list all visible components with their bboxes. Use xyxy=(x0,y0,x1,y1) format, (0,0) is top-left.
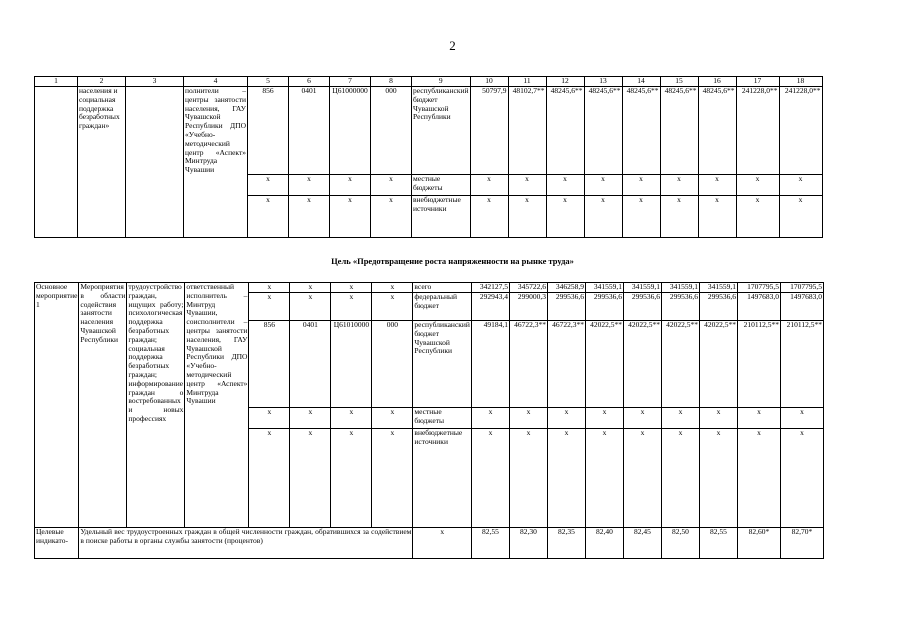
value-cell: x xyxy=(661,429,699,528)
section-code: x xyxy=(290,293,331,321)
value-cell: 50797,9 xyxy=(470,87,508,175)
value-cell: x xyxy=(736,175,779,196)
target-article: x xyxy=(331,408,372,429)
column-number: 1 xyxy=(35,77,78,87)
executors: полнители – центры занятости населения, ГАУ Чувашской Республики ДПО «Учебно-методический центр «Аспект» Минтруда Чувашии xyxy=(184,87,248,238)
indicator-text: Удельный вес трудоустроенных граждан в общей численности граждан, обратившихся за содействием в поиске работы в органы службы занятости (процентов) xyxy=(79,528,413,559)
column-number: 10 xyxy=(470,77,508,87)
executors: ответственный исполнитель – Минтруд Чувашии, соисполнители – центры занятости населения, ГАУ Чувашской Республики ДПО «Учебно-методический центр «Аспект» Минтруда Чувашии xyxy=(185,283,249,528)
value-cell: x xyxy=(622,196,660,238)
event-name: Мероприятия в области содействия занятости населения Чувашской Республики xyxy=(79,283,127,528)
value-cell: 210112,5** xyxy=(737,321,780,408)
funding-source: внебюджетные источники xyxy=(413,429,472,528)
value-cell: 210112,5** xyxy=(780,321,823,408)
grbs-code: x xyxy=(249,429,290,528)
value-cell: x xyxy=(699,408,737,429)
grbs-code: 856 xyxy=(249,321,290,408)
section-code: x xyxy=(289,175,330,196)
value-cell: 48245,6** xyxy=(698,87,736,175)
value-cell: 241228,0** xyxy=(736,87,779,175)
grbs-code: x xyxy=(249,283,290,293)
section-code: x xyxy=(289,196,330,238)
column-number: 17 xyxy=(736,77,779,87)
grbs-code: x xyxy=(249,408,290,429)
value-cell: x xyxy=(508,175,546,196)
column-number: 13 xyxy=(584,77,622,87)
section-code: 0401 xyxy=(289,87,330,175)
value-cell: 46722,3** xyxy=(509,321,547,408)
value-cell: 48245,6** xyxy=(546,87,584,175)
expense-type: x xyxy=(372,408,413,429)
indicator-value: 82,55 xyxy=(699,528,737,559)
indicator-value: 82,70* xyxy=(780,528,823,559)
value-cell: x xyxy=(547,429,585,528)
value-cell: x xyxy=(471,429,509,528)
value-cell: 299000,3 xyxy=(509,293,547,321)
value-cell: x xyxy=(623,429,661,528)
value-cell: x xyxy=(585,408,623,429)
expense-type: 000 xyxy=(372,321,413,408)
value-cell: x xyxy=(585,429,623,528)
column-number: 14 xyxy=(622,77,660,87)
value-cell: 49184,1 xyxy=(471,321,509,408)
value-cell: x xyxy=(623,408,661,429)
target-article: x xyxy=(331,293,372,321)
funding-source: всего xyxy=(413,283,472,293)
column-number: 15 xyxy=(660,77,698,87)
value-cell: 342127,5 xyxy=(471,283,509,293)
column-number: 18 xyxy=(779,77,822,87)
target-article: x xyxy=(331,429,372,528)
value-cell: x xyxy=(780,429,823,528)
expense-type: 000 xyxy=(371,87,412,175)
value-cell: x xyxy=(737,429,780,528)
value-cell: 1707795,5 xyxy=(737,283,780,293)
value-cell: x xyxy=(584,175,622,196)
column-number: 7 xyxy=(330,77,371,87)
program-table-part2 xyxy=(34,282,824,559)
column-number: 12 xyxy=(546,77,584,87)
value-cell: x xyxy=(470,175,508,196)
value-cell: 42022,5** xyxy=(699,321,737,408)
column-number: 2 xyxy=(78,77,126,87)
value-cell: 1497683,0 xyxy=(737,293,780,321)
value-cell: 341559,1 xyxy=(585,283,623,293)
value-cell: 341559,1 xyxy=(699,283,737,293)
section-code: 0401 xyxy=(290,321,331,408)
indicator-row xyxy=(35,528,824,559)
value-cell: x xyxy=(737,408,780,429)
value-cell: x xyxy=(547,408,585,429)
column-number: 9 xyxy=(412,77,471,87)
value-cell: x xyxy=(661,408,699,429)
section-code: x xyxy=(290,429,331,528)
indicator-value: 82,60* xyxy=(737,528,780,559)
value-cell: 346258,9 xyxy=(547,283,585,293)
value-cell: x xyxy=(660,196,698,238)
event-description: трудоустройство граждан, ищущих работу; психологическая поддержка безработных граждан; социальная поддержка безработных граждан; информирование граждан о востребованных и новых профессиях xyxy=(127,283,185,528)
column-number: 3 xyxy=(126,77,184,87)
indicator-value: 82,45 xyxy=(623,528,661,559)
indicator-value: 82,30 xyxy=(509,528,547,559)
value-cell: 48102,7** xyxy=(508,87,546,175)
funding-source: республиканский бюджет Чувашской Республики xyxy=(412,87,471,175)
value-cell: 241228,0** xyxy=(779,87,822,175)
value-cell: 42022,5** xyxy=(661,321,699,408)
value-cell: x xyxy=(508,196,546,238)
table-row xyxy=(35,87,823,175)
indicator-label: Целевые индикато- xyxy=(35,528,79,559)
value-cell: 48245,6** xyxy=(660,87,698,175)
value-cell: x xyxy=(509,408,547,429)
value-cell: x xyxy=(546,196,584,238)
value-cell: x xyxy=(780,408,823,429)
value-cell: 42022,5** xyxy=(585,321,623,408)
value-cell: x xyxy=(698,196,736,238)
expense-type: x xyxy=(372,293,413,321)
column-number: 16 xyxy=(698,77,736,87)
funding-source: республиканский бюджет Чувашской Республики xyxy=(413,321,472,408)
column-number: 4 xyxy=(184,77,248,87)
column-number: 6 xyxy=(289,77,330,87)
value-cell: x xyxy=(698,175,736,196)
value-cell: x xyxy=(660,175,698,196)
value-cell: x xyxy=(736,196,779,238)
value-cell: 299536,6 xyxy=(699,293,737,321)
funding-source: местные бюджеты xyxy=(412,175,471,196)
value-cell: 48245,6** xyxy=(584,87,622,175)
column-number: 11 xyxy=(508,77,546,87)
value-cell: x xyxy=(471,408,509,429)
value-cell: 299536,6 xyxy=(547,293,585,321)
value-cell: x xyxy=(509,429,547,528)
value-cell: 1707795,5 xyxy=(780,283,823,293)
grbs-code: x xyxy=(248,175,289,196)
indicator-value: 82,35 xyxy=(547,528,585,559)
value-cell: x xyxy=(699,429,737,528)
value-cell: x xyxy=(779,196,822,238)
grbs-code: 856 xyxy=(248,87,289,175)
target-article: Ц61000000 xyxy=(330,87,371,175)
target-article: x xyxy=(330,196,371,238)
value-cell: 299536,6 xyxy=(623,293,661,321)
column-number: 5 xyxy=(248,77,289,87)
value-cell: x xyxy=(470,196,508,238)
grbs-code: x xyxy=(248,196,289,238)
page-number: 2 xyxy=(449,38,456,53)
value-cell: 48245,6** xyxy=(622,87,660,175)
funding-source: внебюджетные источники xyxy=(412,196,471,238)
value-cell: x xyxy=(546,175,584,196)
target-article: x xyxy=(330,175,371,196)
section-code: x xyxy=(290,283,331,293)
main-event-label: Основное мероприятие 1 xyxy=(35,283,79,528)
funding-source: местные бюджеты xyxy=(413,408,472,429)
grbs-code: x xyxy=(249,293,290,321)
target-article: x xyxy=(331,283,372,293)
table-row xyxy=(35,283,824,293)
value-cell: 341559,1 xyxy=(661,283,699,293)
goal-title: Цель «Предотвращение роста напряженности на рынке труда» xyxy=(331,256,574,266)
indicator-value: 82,40 xyxy=(585,528,623,559)
column-number-row xyxy=(35,77,823,87)
funding-source: федеральный бюджет xyxy=(413,293,472,321)
column-number: 8 xyxy=(371,77,412,87)
target-article: Ц61010000 xyxy=(331,321,372,408)
expense-type: x xyxy=(372,283,413,293)
expense-type: x xyxy=(372,429,413,528)
value-cell: 345722,6 xyxy=(509,283,547,293)
value-cell: 299536,6 xyxy=(585,293,623,321)
value-cell: 46722,3** xyxy=(547,321,585,408)
indicator-value: 82,55 xyxy=(471,528,509,559)
section-code: x xyxy=(290,408,331,429)
value-cell: 299536,6 xyxy=(661,293,699,321)
expense-type: x xyxy=(371,196,412,238)
expense-type: x xyxy=(371,175,412,196)
value-cell: x xyxy=(779,175,822,196)
value-cell: x xyxy=(622,175,660,196)
value-cell: 1497683,0 xyxy=(780,293,823,321)
value-cell: x xyxy=(584,196,622,238)
value-cell: 42022,5** xyxy=(623,321,661,408)
value-cell: 292943,4 xyxy=(471,293,509,321)
indicator-x: x xyxy=(413,528,472,559)
value-cell: 341559,1 xyxy=(623,283,661,293)
program-table-part1 xyxy=(34,76,823,238)
event-name: населения и социальная поддержка безработных граждан» xyxy=(78,87,126,238)
indicator-value: 82,50 xyxy=(661,528,699,559)
